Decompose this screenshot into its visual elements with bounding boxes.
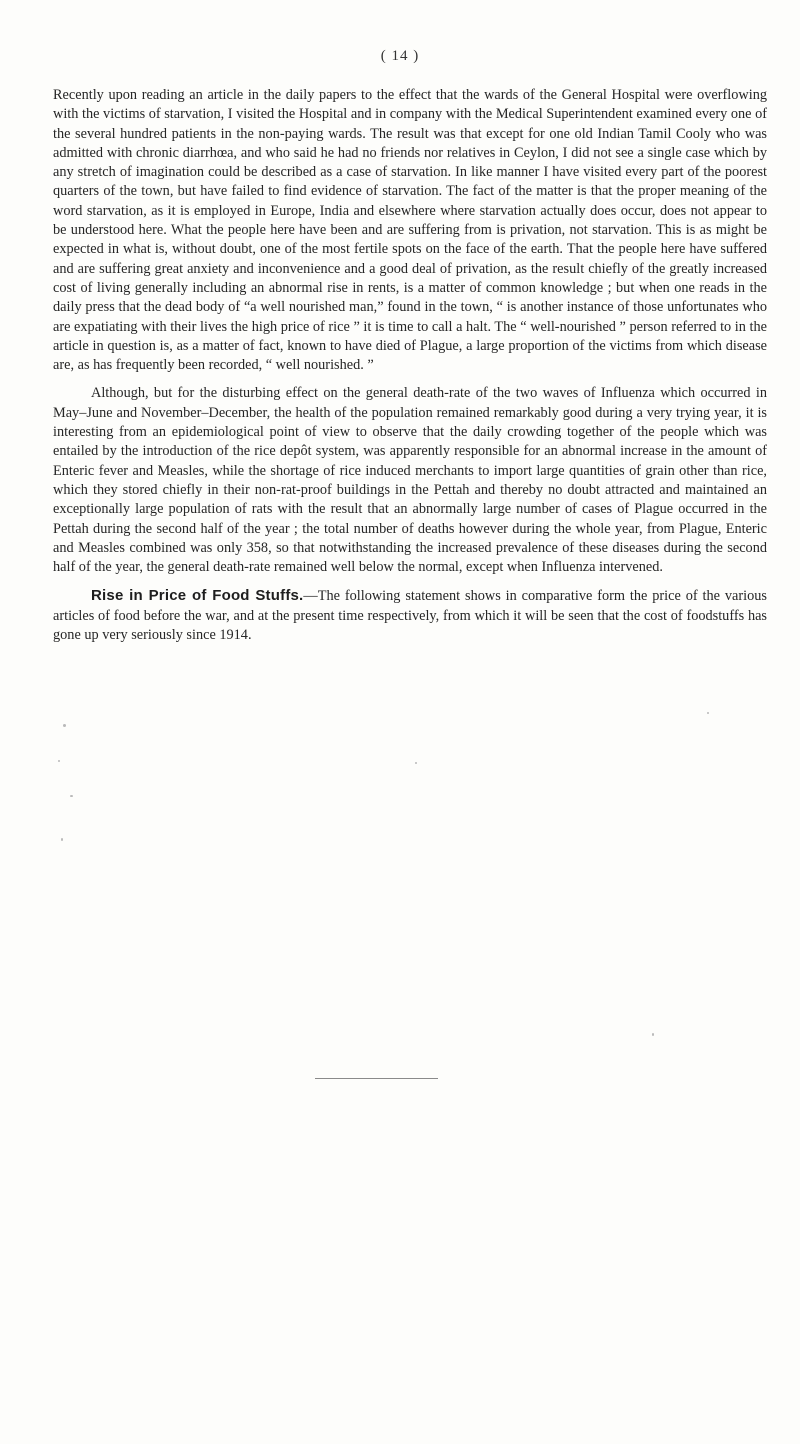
page-number: ( 14 ) bbox=[380, 48, 420, 64]
paper-speck bbox=[652, 1033, 654, 1036]
paragraph-starvation: Recently upon reading an article in the daily papers to the effect that the wards of the General Hospital were overflowing with the victims of starvation, I visited the Hospital and in company with the Medical Superintendent examined every one of the several hundred patients in the non-paying wards. The result was that except for one old Indian Tamil Cooly who was admitted with chronic diarrhœa, and who said he had no friends nor relatives in Ceylon, I did not see a single case which by any stretch of imagination could be described as a case of starvation. In like manner I have visited every part of the poorest quarters of the town, but have failed to find evidence of starvation. The fact of the matter is that the proper meaning of the word starvation, as it is employed in Europe, India and elsewhere where starvation actually does occur, does not appear to be understood here. What the people here have been and are suffering from is privation, not starvation. This is as might be expected in what is, without doubt, one of the most fertile spots on the face of the earth. That the people here have suffered and are suffering great anxiety and inconvenience and a good deal of privation, as the result chiefly of the greatly increased cost of living generally including an abnormal rise in rents, is a matter of common knowledge ; but when one reads in the daily press that the dead body of “a well nourished man,” found in the town, “ is another instance of those unfortunates who are expatiating with their lives the high price of rice ” it is time to call a halt. The “ well-nourished ” person referred to in the article in question is, as a matter of fact, known to have died of Plague, a large proportion of the victims from which disease are, as has frequently been recorded, “ well nourished. ” bbox=[53, 87, 767, 374]
paper-speck bbox=[58, 760, 60, 762]
paper-speck bbox=[61, 838, 63, 841]
paper-speck bbox=[70, 795, 73, 797]
paper-speck bbox=[707, 712, 709, 714]
body-text bbox=[53, 86, 767, 654]
divider-rule bbox=[315, 1078, 438, 1079]
paper-speck bbox=[63, 724, 66, 727]
paper-speck bbox=[415, 762, 417, 764]
paragraph-epidemiology: Although, but for the disturbing effect on the general death-rate of the two waves of Influenza which occurred in May–June and November–December, the health of the population remained remarkably good during a very trying year, it is interesting from an epidemiological point of view to observe that the daily crowding together of the people which was entailed by the introduction of the rice depôt system, was apparently responsible for an abnormal increase in the amount of Enteric fever and Measles, while the shortage of rice induced merchants to import large quantities of grain other than rice, which they stored chiefly in their non-rat-proof buildings in the Pettah and thereby no doubt attracted and maintained an exceptionally large population of rats with the result that an abnormally large number of cases of Plague occurred in the Pettah during the second half of the year ; the total number of deaths however during the whole year, from Plague, Enteric and Measles combined was only 358, so that notwithstanding the increased prevalence of these diseases during the second half of the year, the general death-rate remained well below the normal, except when Influenza intervened. bbox=[53, 385, 767, 576]
food-prices-text: —The following statement shows in comparative form the price of the various articles of food before the war, and at the present time respectively, from which it will be seen that the cost of foodstuffs has gone up very seriously since 1914. bbox=[53, 588, 767, 644]
section-heading-food-prices: Rise in Price of Food Stuffs. bbox=[91, 587, 304, 605]
paragraph-food-prices bbox=[53, 586, 767, 645]
